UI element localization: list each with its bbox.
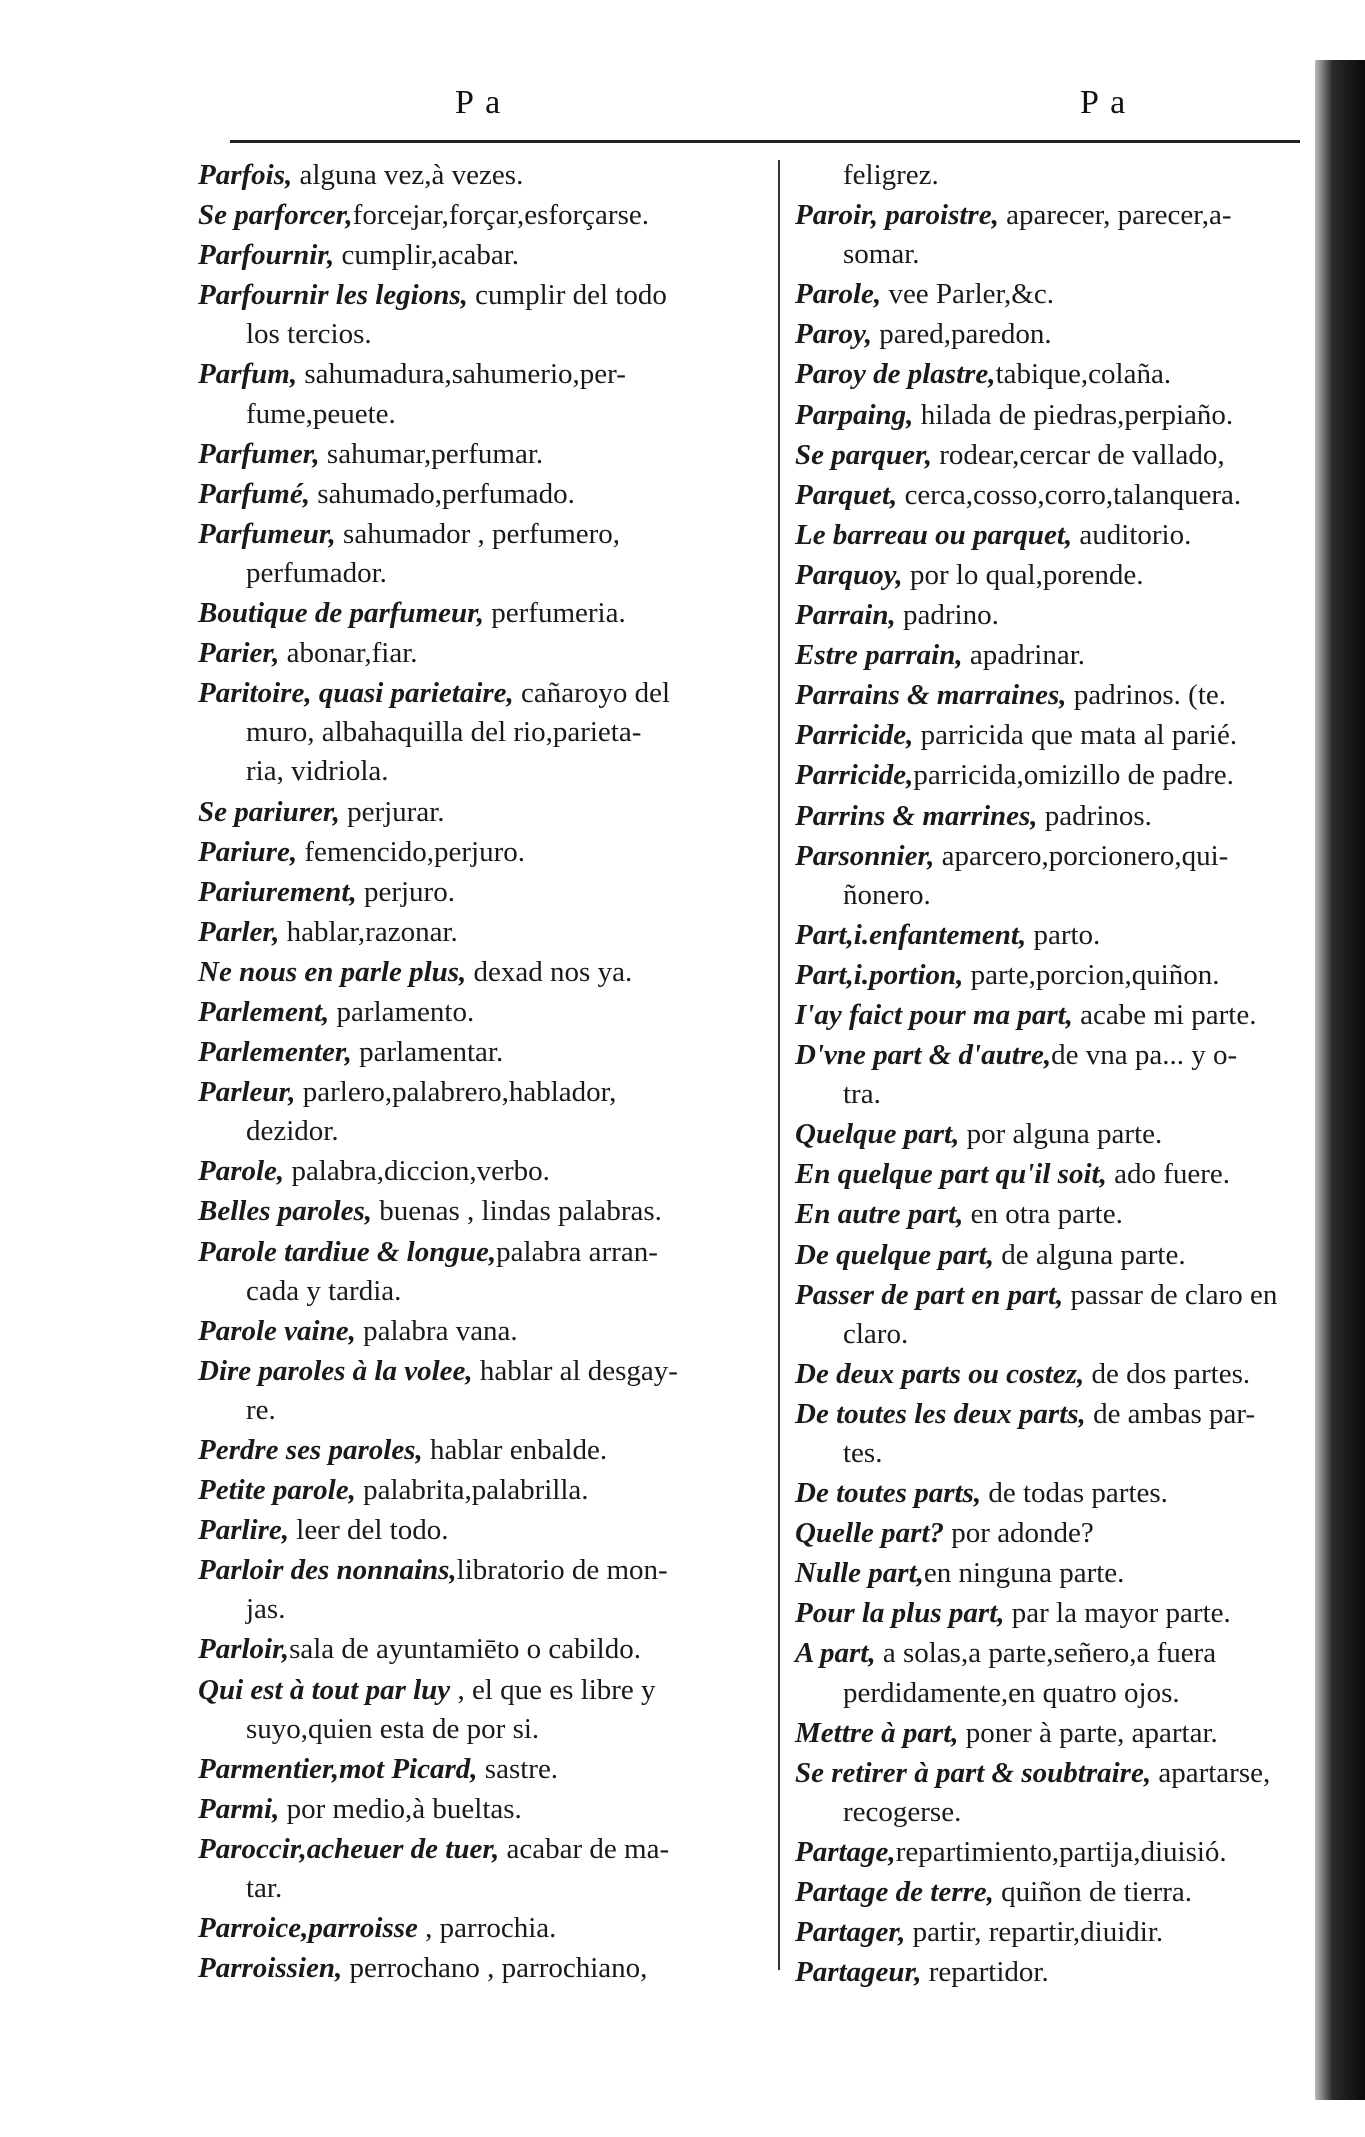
dictionary-entry (795, 354, 1295, 394)
entry-headword: Parler, (198, 915, 280, 948)
entry-definition: palabra vana. (355, 1314, 518, 1347)
dictionary-entry (795, 515, 1295, 555)
entry-definition: rodear,cercar de vallado, (931, 438, 1225, 471)
column-divider (778, 160, 780, 1970)
dictionary-entry (795, 1912, 1295, 1952)
entry-headword: Parroissien, (198, 1952, 343, 1985)
dictionary-entry (795, 1394, 1295, 1473)
dictionary-entry (795, 755, 1295, 795)
entry-continuation: cada y tardia. (246, 1274, 402, 1307)
left-column (198, 155, 758, 1988)
entry-definition: parlamento. (329, 995, 475, 1028)
left-column-header: P a (455, 84, 503, 121)
dictionary-entry (795, 1593, 1295, 1633)
entry-definition: por adonde? (944, 1517, 1094, 1550)
entry-definition: a solas,a parte,señero,a fuera (875, 1637, 1217, 1670)
entry-headword: En autre part, (795, 1198, 964, 1231)
dictionary-entry (795, 675, 1295, 715)
entry-headword: De quelque part, (795, 1238, 994, 1271)
entry-continuation: re. (246, 1393, 276, 1426)
entry-continuation: los tercios. (246, 318, 372, 351)
entry-continuation: suyo,quien esta de por si. (246, 1712, 540, 1745)
dictionary-entry (795, 836, 1295, 915)
dictionary-entry (795, 155, 1295, 195)
entry-definition: , parrochia. (417, 1912, 557, 1945)
dictionary-entry (198, 235, 758, 275)
entry-definition: palabra arran- (496, 1235, 658, 1268)
entry-definition: hablar,razonar. (279, 915, 458, 948)
entry-definition: partir, repartir,diuidir. (905, 1916, 1164, 1949)
entry-definition: padrinos. (te. (1066, 679, 1227, 712)
entry-definition: leer del todo. (289, 1514, 449, 1547)
dictionary-entry (198, 1670, 758, 1749)
entry-headword: A part, (795, 1637, 876, 1670)
entry-definition: sala de ayuntamiēto o cabildo. (289, 1633, 641, 1666)
entry-headword: Belles paroles, (198, 1195, 372, 1228)
dictionary-entry (198, 1072, 758, 1151)
entry-continuation: fume,peuete. (246, 397, 396, 430)
entry-headword: Partager, (795, 1916, 906, 1949)
entry-headword: De toutes les deux parts, (795, 1397, 1086, 1430)
entry-headword: Pariure, (198, 835, 298, 868)
entry-definition: libratorio de mon- (456, 1554, 668, 1587)
dictionary-entry (198, 1430, 758, 1470)
entry-continuation: ñonero. (843, 878, 931, 911)
dictionary-entry (198, 1829, 758, 1908)
entry-definition: de ambas par- (1085, 1397, 1256, 1430)
entry-headword: Parlement, (198, 995, 330, 1028)
dictionary-entry (198, 1789, 758, 1829)
dictionary-entry (198, 1550, 758, 1629)
entry-definition: perfumeria. (484, 597, 626, 630)
right-column (795, 155, 1295, 1992)
entry-definition: en otra parte. (963, 1198, 1123, 1231)
entry-definition: feligrez. (843, 159, 939, 191)
dictionary-entry (795, 1235, 1295, 1275)
dictionary-entry (795, 635, 1295, 675)
entry-definition: palabra,diccion,verbo. (284, 1155, 550, 1188)
entry-continuation: dezidor. (246, 1115, 339, 1148)
dictionary-entry (198, 633, 758, 673)
dictionary-entry (795, 1872, 1295, 1912)
dictionary-entry (198, 792, 758, 832)
entry-headword: Se retirer à part & soubtraire, (795, 1756, 1152, 1789)
entry-continuation: ria, vidriola. (246, 755, 389, 788)
entry-definition: cumplir,acabar. (334, 239, 520, 272)
entry-headword: Parfum, (198, 358, 298, 391)
entry-definition: por medio,à bueltas. (279, 1792, 522, 1825)
entry-definition: abonar,fiar. (279, 637, 418, 670)
right-column-header: P a (1080, 84, 1128, 121)
entry-headword: Se pariurer, (198, 795, 340, 828)
entry-headword: Parmi, (198, 1792, 280, 1825)
entry-headword: Parfumé, (198, 477, 310, 510)
entry-headword: Parrain, (795, 599, 896, 632)
entry-definition: forcejar,forçar,esforçarse. (352, 199, 649, 232)
entry-headword: Quelque part, (795, 1118, 960, 1151)
dictionary-entry (795, 395, 1295, 435)
entry-definition: hablar al desgay- (472, 1354, 678, 1387)
entry-definition: parte,porcion,quiñon. (963, 958, 1220, 991)
entry-headword: D'vne part & d'autre, (795, 1039, 1052, 1072)
entry-headword: Parfumeur, (198, 517, 336, 550)
entry-headword: Parier, (198, 637, 280, 670)
entry-continuation: perfumador. (246, 556, 387, 589)
dictionary-entry (795, 955, 1295, 995)
entry-headword: Parmentier,mot Picard, (198, 1752, 478, 1785)
dictionary-entry (198, 912, 758, 952)
entry-headword: Petite parole, (198, 1474, 356, 1507)
entry-definition: aparecer, parecer,a- (998, 199, 1232, 232)
entry-headword: Paroccir,acheuer de tuer, (198, 1832, 500, 1865)
entry-definition: acabe mi parte. (1072, 998, 1257, 1031)
entry-definition: de dos partes. (1084, 1357, 1251, 1390)
entry-definition: por alguna parte. (959, 1118, 1163, 1151)
dictionary-entry (198, 514, 758, 593)
entry-definition: parto. (1026, 918, 1101, 951)
dictionary-entry (795, 314, 1295, 354)
entry-continuation: jas. (246, 1593, 286, 1626)
entry-headword: Parole tardiue & longue, (198, 1235, 497, 1268)
entry-definition: palabrita,palabrilla. (355, 1474, 589, 1507)
entry-definition: perjuro. (356, 875, 455, 908)
entry-continuation: claro. (843, 1317, 909, 1350)
entry-definition: cumplir del todo (467, 279, 667, 312)
entry-headword: De deux parts ou costez, (795, 1357, 1085, 1390)
entry-headword: Se parquer, (795, 438, 932, 471)
entry-definition: parricida que mata al parié. (913, 719, 1238, 752)
entry-headword: Ne nous en parle plus, (198, 955, 467, 988)
dictionary-entry (198, 1351, 758, 1430)
entry-headword: Parrains & marraines, (795, 679, 1067, 712)
entry-headword: Boutique de parfumeur, (198, 597, 485, 630)
entry-headword: Paroir, paroistre, (795, 199, 999, 232)
dictionary-entry (198, 275, 758, 354)
entry-definition: sahumar,perfumar. (319, 437, 544, 470)
entry-definition: par la mayor parte. (1004, 1597, 1231, 1630)
entry-definition: perjurar. (339, 795, 445, 828)
dictionary-entry (795, 796, 1295, 836)
entry-continuation: perdidamente,en quatro ojos. (843, 1676, 1180, 1709)
dictionary-entry (198, 1191, 758, 1231)
entry-definition: vee Parler,&c. (881, 278, 1054, 311)
dictionary-entry (795, 1194, 1295, 1234)
entry-definition: cañaroyo del (513, 677, 670, 710)
dictionary-entry (795, 1354, 1295, 1394)
entry-definition: poner à parte, apartar. (958, 1716, 1218, 1749)
entry-continuation: tes. (843, 1437, 883, 1469)
dictionary-entry (795, 555, 1295, 595)
entry-headword: Parole, (198, 1155, 285, 1188)
entry-definition: de todas partes. (981, 1477, 1168, 1510)
entry-headword: Mettre à part, (795, 1716, 959, 1749)
entry-headword: Nulle part, (795, 1557, 924, 1590)
dictionary-entry (795, 1473, 1295, 1513)
entry-headword: Parroice,parroisse (198, 1912, 418, 1945)
entry-headword: Parole vaine, (198, 1314, 356, 1347)
dictionary-entry (795, 435, 1295, 475)
dictionary-entry (795, 1154, 1295, 1194)
entry-headword: Paritoire, quasi parietaire, (198, 677, 514, 710)
entry-headword: Parfournir, (198, 239, 335, 272)
entry-definition: parricida,omizillo de padre. (913, 759, 1234, 792)
entry-headword: Parsonnier, (795, 839, 935, 872)
entry-definition: hablar enbalde. (422, 1434, 608, 1466)
dictionary-entry (198, 992, 758, 1032)
entry-definition: parlamentar. (351, 1036, 504, 1069)
entry-definition: buenas , lindas palabras. (372, 1195, 662, 1228)
entry-headword: Part,i.enfantement, (795, 918, 1027, 951)
page-headers (0, 84, 1300, 124)
scan-binding-edge (1315, 60, 1365, 2100)
dictionary-entry (795, 1753, 1295, 1832)
dictionary-entry (795, 995, 1295, 1035)
dictionary-entry (795, 274, 1295, 314)
entry-headword: Pariurement, (198, 875, 357, 908)
entry-definition: por lo qual,porende. (902, 558, 1144, 591)
dictionary-entry (795, 1713, 1295, 1753)
dictionary-entry (198, 1948, 758, 1988)
entry-continuation: tar. (246, 1872, 283, 1905)
dictionary-entry (198, 593, 758, 633)
dictionary-entry (795, 715, 1295, 755)
dictionary-entry (198, 1510, 758, 1550)
entry-headword: Estre parrain, (795, 639, 963, 672)
entry-headword: Partageur, (795, 1956, 922, 1989)
entry-continuation: somar. (843, 238, 920, 271)
entry-definition: sastre. (477, 1752, 559, 1785)
entry-headword: Parricide, (795, 719, 914, 752)
entry-headword: Parricide, (795, 759, 914, 792)
dictionary-entry (198, 952, 758, 992)
entry-definition: acabar de ma- (499, 1832, 670, 1865)
entry-definition: aparcero,porcionero,qui- (934, 839, 1229, 872)
entry-headword: Parole, (795, 278, 882, 311)
entry-headword: Parquet, (795, 478, 898, 511)
entry-definition: parlero,palabrero,hablador, (295, 1076, 617, 1109)
dictionary-entry (795, 1035, 1295, 1114)
entry-headword: Parlire, (198, 1514, 290, 1547)
entry-definition: dexad nos ya. (466, 955, 633, 988)
dictionary-entry (198, 872, 758, 912)
dictionary-entry (198, 1311, 758, 1351)
dictionary-entry (198, 1629, 758, 1669)
entry-definition: sahumado,perfumado. (309, 477, 575, 510)
entry-headword: Partage de terre, (795, 1876, 994, 1909)
entry-definition: en ninguna parte. (923, 1557, 1125, 1590)
entry-definition: tabique,colaña. (995, 358, 1172, 391)
entry-headword: Parrins & marrines, (795, 799, 1038, 832)
dictionary-entry (198, 155, 758, 195)
entry-headword: Parpaing, (795, 398, 914, 431)
entry-definition: sahumador , perfumero, (335, 517, 621, 550)
entry-headword: Pour la plus part, (795, 1597, 1005, 1630)
entry-headword: De toutes parts, (795, 1477, 982, 1510)
header-rule (230, 140, 1300, 143)
entry-definition: de vna pa... y o- (1051, 1039, 1238, 1072)
entry-headword: Parquoy, (795, 558, 903, 591)
dictionary-entry (795, 1952, 1295, 1992)
dictionary-entry (795, 1832, 1295, 1872)
entry-headword: Paroy de plastre, (795, 358, 996, 391)
entry-headword: Parfumer, (198, 437, 320, 470)
entry-definition: sahumadura,sahumerio,per- (297, 358, 626, 391)
entry-headword: Part,i.portion, (795, 958, 964, 991)
entry-definition: de alguna parte. (993, 1238, 1186, 1271)
entry-headword: Partage, (795, 1835, 896, 1868)
dictionary-entry (795, 1275, 1295, 1354)
entry-definition: repartidor. (921, 1956, 1049, 1989)
entry-headword: Parleur, (198, 1076, 296, 1109)
dictionary-entry (198, 195, 758, 235)
dictionary-entry (198, 832, 758, 872)
entry-definition: apartarse, (1151, 1756, 1271, 1789)
entry-definition: cerca,cosso,corro,talanquera. (897, 478, 1242, 511)
entry-definition: ado fuere. (1106, 1158, 1231, 1191)
dictionary-entry (198, 673, 758, 791)
entry-headword: Qui est à tout par luy (198, 1673, 451, 1706)
entry-definition: quiñon de tierra. (993, 1876, 1193, 1909)
dictionary-entry (795, 195, 1295, 274)
dictionary-entry (198, 1151, 758, 1191)
dictionary-entry (795, 1513, 1295, 1553)
entry-definition: , el que es libre y (450, 1673, 656, 1706)
entry-continuation: muro, albahaquilla del rio,parieta- (246, 716, 642, 749)
dictionary-entry (795, 915, 1295, 955)
entry-headword: Paroy, (795, 318, 873, 351)
entry-headword: Parfois, (198, 159, 293, 191)
entry-definition: femencido,perjuro. (297, 835, 525, 868)
dictionary-entry (198, 1749, 758, 1789)
dictionary-entry (198, 434, 758, 474)
dictionary-entry (795, 595, 1295, 635)
entry-headword: Dire paroles à la volee, (198, 1354, 473, 1387)
entry-headword: Parlementer, (198, 1036, 352, 1069)
dictionary-entry (198, 1908, 758, 1948)
entry-definition: passar de claro en (1063, 1278, 1278, 1311)
entry-definition: apadrinar. (962, 639, 1085, 672)
entry-continuation: recogerse. (843, 1795, 962, 1828)
dictionary-entry (795, 1553, 1295, 1593)
entry-headword: Le barreau ou parquet, (795, 518, 1073, 551)
entry-definition: auditorio. (1072, 518, 1192, 551)
entry-headword: Parloir des nonnains, (198, 1554, 457, 1587)
entry-definition: repartimiento,partija,diuisió. (895, 1835, 1227, 1868)
entry-headword: Passer de part en part, (795, 1278, 1064, 1311)
dictionary-entry (198, 354, 758, 433)
entry-continuation: tra. (843, 1078, 881, 1111)
entry-definition: pared,paredon. (872, 318, 1052, 351)
entry-headword: Parloir, (198, 1633, 290, 1666)
entry-definition: hilada de piedras,perpiaño. (913, 398, 1234, 431)
dictionary-entry (795, 1633, 1295, 1712)
entry-headword: Perdre ses paroles, (198, 1434, 423, 1466)
dictionary-entry (198, 474, 758, 514)
entry-definition: padrino. (895, 599, 999, 632)
dictionary-entry (198, 1232, 758, 1311)
entry-definition: perrochano , parrochiano, (342, 1952, 648, 1985)
entry-definition: padrinos. (1037, 799, 1152, 832)
entry-headword: Se parforcer, (198, 199, 353, 232)
entry-headword: Parfournir les legions, (198, 279, 468, 312)
dictionary-entry (198, 1032, 758, 1072)
entry-definition: alguna vez,à vezes. (292, 159, 524, 191)
dictionary-entry (198, 1470, 758, 1510)
entry-headword: En quelque part qu'il soit, (795, 1158, 1107, 1191)
entry-headword: Quelle part? (795, 1517, 945, 1550)
dictionary-entry (795, 475, 1295, 515)
dictionary-entry (795, 1114, 1295, 1154)
entry-headword: I'ay faict pour ma part, (795, 998, 1073, 1031)
